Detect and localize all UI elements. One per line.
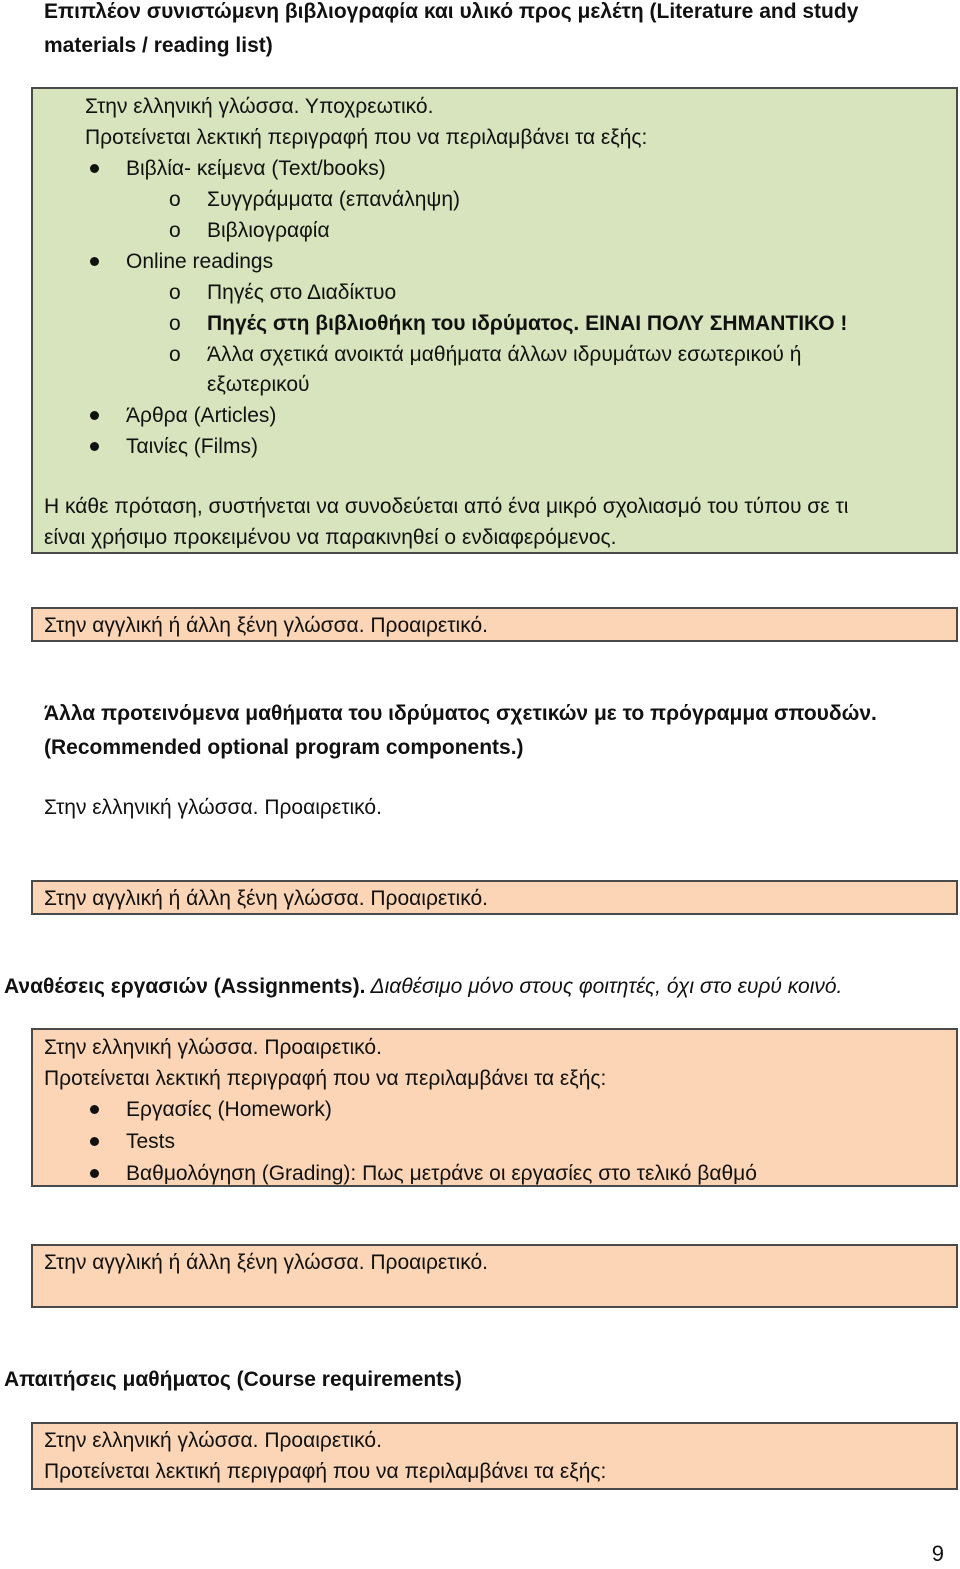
sub-other-line1: Άλλα σχετικά ανοικτά μαθήματα άλλων ιδρυμάτων εσωτερικού ή <box>207 343 802 366</box>
circle-bullet-icon: o <box>169 312 181 335</box>
bullet-icon <box>90 257 99 266</box>
english-box-text: Στην αγγλική ή άλλη ξένη γλώσσα. Προαιρετικό. <box>44 1251 488 1274</box>
optional-heading-line1: Άλλα προτεινόμενα μαθήματα του ιδρύματος σχετικών με το πρόγραμμα σπουδών. <box>44 702 877 725</box>
sub-library: Πηγές στη βιβλιοθήκη του ιδρύματος. ΕΙΝΑΙ ΠΟΛΥ ΣΗΜΑΝΤΙΚΟ ! <box>207 312 848 335</box>
assignments-heading-bold: Αναθέσεις εργασιών (Assignments). <box>4 975 366 998</box>
sub-diadiktyo: Πηγές στο Διαδίκτυο <box>207 281 397 304</box>
assignments-greek-box <box>31 1028 958 1187</box>
english-box-text: Στην αγγλική ή άλλη ξένη γλώσσα. Προαιρετικό. <box>44 614 488 637</box>
assignment-item: Βαθμολόγηση (Grading): Πως μετράνε οι εργασίες στο τελικό βαθμό <box>126 1162 757 1185</box>
assignment-item: Εργασίες (Homework) <box>126 1098 332 1121</box>
bullet-icon <box>90 411 99 420</box>
optional-english-box <box>31 880 958 915</box>
item-books: Βιβλία- κείμενα (Text/books) <box>126 157 386 180</box>
literature-english-box <box>31 607 958 642</box>
bullet-icon <box>90 1105 99 1114</box>
optional-heading-line2: (Recommended optional program components.) <box>44 736 524 759</box>
note-line2: είναι χρήσιμο προκειμένου να παρακινηθεί ο ενδιαφερόμενος. <box>44 526 617 549</box>
requirements-greek-box <box>31 1422 958 1490</box>
greek-box-line1: Στην ελληνική γλώσσα. Υποχρεωτικό. <box>85 95 434 118</box>
requirements-heading: Απαιτήσεις μαθήματος (Course requirements) <box>4 1368 462 1391</box>
literature-heading-line2: materials / reading list) <box>44 34 273 57</box>
greek-box-line2: Προτείνεται λεκτική περιγραφή που να περιλαμβάνει τα εξής: <box>85 126 648 149</box>
page-number: 9 <box>931 1541 944 1566</box>
literature-heading-line1: Επιπλέον συνιστώμενη βιβλιογραφία και υλικό προς μελέτη (Literature and study <box>44 0 859 23</box>
circle-bullet-icon: o <box>169 188 181 211</box>
circle-bullet-icon: o <box>169 219 181 242</box>
circle-bullet-icon: o <box>169 281 181 304</box>
assignments-heading-italic: Διαθέσιμο μόνο στους φοιτητές, όχι στο ευρύ κοινό. <box>365 975 843 998</box>
bullet-icon <box>90 442 99 451</box>
greek-box-line2: Προτείνεται λεκτική περιγραφή που να περιλαμβάνει τα εξής: <box>44 1067 607 1090</box>
assignments-heading <box>4 971 842 1002</box>
circle-bullet-icon: o <box>169 343 181 366</box>
sub-other-line2: εξωτερικού <box>207 373 310 396</box>
item-online: Online readings <box>126 250 274 273</box>
sub-syggrammata: Συγγράμματα (επανάληψη) <box>207 188 461 211</box>
note-line1: Η κάθε πρόταση, συστήνεται να συνοδεύεται από ένα μικρό σχολιασμό του τύπου σε τι <box>44 495 849 518</box>
greek-box-line1: Στην ελληνική γλώσσα. Προαιρετικό. <box>44 1036 382 1059</box>
greek-box-line1: Στην ελληνική γλώσσα. Προαιρετικό. <box>44 1429 382 1452</box>
item-films: Ταινίες (Films) <box>126 435 258 458</box>
bullet-icon <box>90 1169 99 1178</box>
sub-bibliografia: Βιβλιογραφία <box>207 219 330 242</box>
greek-box-line2: Προτείνεται λεκτική περιγραφή που να περιλαμβάνει τα εξής: <box>44 1460 607 1483</box>
assignment-item: Tests <box>126 1130 176 1153</box>
english-box-text: Στην αγγλική ή άλλη ξένη γλώσσα. Προαιρετικό. <box>44 887 488 910</box>
bullet-icon <box>90 164 99 173</box>
bullet-icon <box>90 1137 99 1146</box>
item-articles: Άρθρα (Articles) <box>126 404 277 427</box>
literature-greek-box <box>31 87 958 554</box>
assignments-english-box <box>31 1244 958 1308</box>
optional-greek-text: Στην ελληνική γλώσσα. Προαιρετικό. <box>44 796 382 819</box>
